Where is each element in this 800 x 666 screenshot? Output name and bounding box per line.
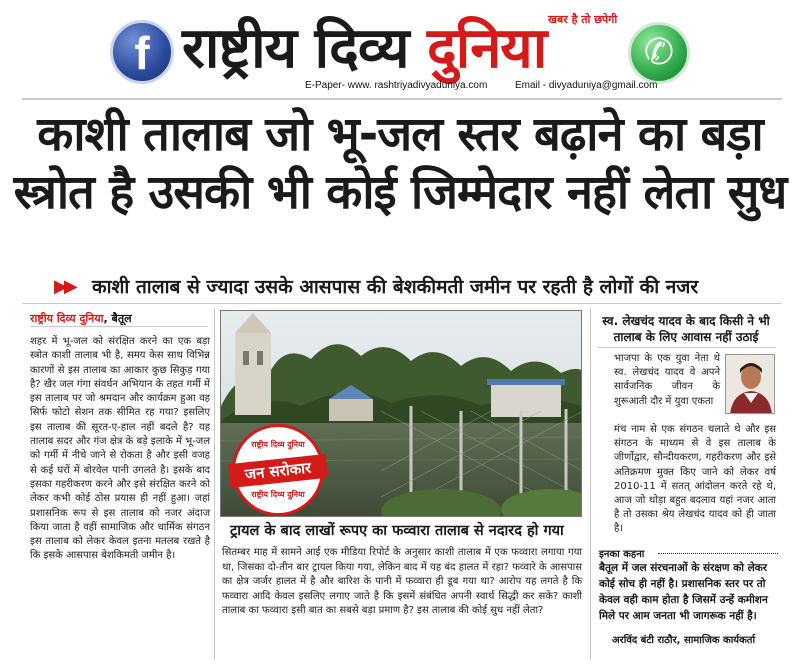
masthead [0, 0, 800, 100]
tagline: खबर है तो छपेगी [548, 13, 618, 26]
masthead-divider [22, 98, 782, 100]
byline-divider [30, 326, 208, 327]
right-column-text-b: मंच नाम से एक संगठन चलाते थे और इस संगठन के माध्यम से वे इस तालाब के जीर्णोद्वार, सौन्दीयकरण, गहरीकरण और इसे अतिक्रमण मुक्त किए जाने को लेकर वर्ष 2010-11 में सतत् आंदोलन करते रहे थे, आज जो थोड़ा बहुत बदलाव यहां नजर आता है तो उसका श्रेय लेखचंद यादव को ही जाता है। [614, 424, 776, 535]
person-icon [726, 355, 775, 414]
headline [10, 106, 790, 222]
byline-location: , बैतूल [103, 312, 132, 325]
subhead-arrow-icon: ▶▶ [54, 276, 74, 297]
headline-line-2: स्त्रोत है उसकी भी कोई जिम्मेदार नहीं लेता सुध [13, 165, 787, 220]
whatsapp-icon[interactable]: ✆ [628, 22, 690, 84]
stamp-top-text: राष्ट्रीय दिव्य दुनिया [251, 440, 305, 449]
newspaper-title [182, 8, 546, 84]
email-address[interactable]: Email - divyaduniya@gmail.com [515, 80, 658, 91]
subheadline: काशी तालाब से ज्यादा उसके आसपास की बेशकीमती जमीन पर रहती है लोगों की नजर [92, 276, 699, 298]
fountain-subheading: ट्रायल के बाद लाखों रूपए का फव्वारा तालाब से नदारद हो गया [230, 523, 564, 539]
quote-text: बैतूल में जल संरचनाओं के संरक्षण को लेकर कोई सोच ही नहीं है। प्रशासनिक स्तर पर तो केवल वही काम होता है जिसमें उन्हें कमीशन मिले पर आम जनता भी जागरूक नहीं है। [599, 562, 768, 622]
quote-label-dotted-line [658, 553, 778, 554]
right-heading-divider [598, 347, 776, 348]
left-column-text: शहर में भू-जल को संरक्षित करने का एक बड़ा स्त्रोत काशी तालाब भी है, समय केस साथ विभिन्न कारणों से इस तालाब का आकार कुछ सिकुड़ गया है? खैर जल गंगा संवर्धन अभियान के तहत गर्मी में इस तालाब पर जो श्रमदान और कार्यक्रम हुआ वह सिर्फ फोटो सेशन तक सीमित रह गया? इसलिए इस तालाब की सूरत-ए-हाल नहीं बदले है? यह तालाब सदर और गंज क्षेत्र के बड़े इलाके में भू-जल को गर्मी में नीचे जाने से रोकता है और इसी वजह से कई घरों में बोरवेल पानी उगलते है। इसके बाद इसका गहरीकरण करने और इसे संरक्षित करने को लेकर कभी कोई ठोस प्रयास ही नहीं हुआ। जहां प्रशासनिक रूप से इस तालाब को नजर अंदाज किया जाता है वहीं सामाजिक और धार्मिक संगठन इस तालाब को लेकर केवल इतना मतलब रखते है कि इसके आसपास बेशकिमती जमीन है। [30, 336, 210, 562]
stamp-main-text: जन सरोकार [228, 454, 328, 488]
column-divider-right [590, 308, 591, 660]
jan-sarokar-stamp [232, 424, 324, 516]
column-divider-left [214, 308, 215, 660]
center-column-text: सितम्बर माह में सामने आई एक मीडिया रिपोर्ट के अनुसार काशी तालाब में एक फव्वारा लगाया गया था, जिसका दो-तीन बार ट्रायल किया गया, लेकिन बाद में यह बंद हालत में रहा? फव्वारे के आसपास का क्षेत्र जर्जर हालत में है और बारिश के पानी में फव्वारा ही डूब गया था? आरोप यह लगते है कि फव्वारा आदि केवल इसलिए लगाए जाते है कि इसमें संबंधित अपनी स्वार्थ सिद्धी कर सके? काशी तालाब का फव्वारा इसी बात का सबसे बड़ा प्रमाण है? इस तालाब की कोई सुध नहीं लेता? [222, 547, 582, 617]
byline [30, 311, 132, 326]
newspaper-title-part1: राष्ट्रीय दिव्य [182, 16, 409, 81]
section-divider [22, 303, 782, 304]
right-column-heading: स्व. लेखचंद यादव के बाद किसी ने भी तालाब के लिए आवास नहीं उठाई [602, 314, 770, 344]
byline-paper: राष्ट्रीय दिव्य दुनिया [30, 312, 104, 325]
stamp-bottom-text: राष्ट्रीय दिव्य दुनिया [251, 490, 305, 499]
headline-line-1: काशी तालाब जो भू-जल स्तर बढ़ाने का बड़ा [37, 107, 763, 162]
epaper-url[interactable]: E-Paper- www. rashtriyadivyaduniya.com [305, 80, 488, 91]
quote-author: अरविंद बंटी राठौर, सामाजिक कार्यकर्ता [612, 635, 756, 646]
newspaper-title-part2: दुनिया [426, 16, 547, 81]
portrait-photo [725, 354, 775, 414]
facebook-icon[interactable]: f [110, 20, 174, 84]
quote-label: इनका कहना [599, 549, 645, 560]
right-column-text-a: भाजपा के एक युवा नेता थे स्व. लेखचंद यादव वे अपने सार्वजनिक जीवन के शुरूआती दौर में युवा एकता [614, 353, 720, 407]
